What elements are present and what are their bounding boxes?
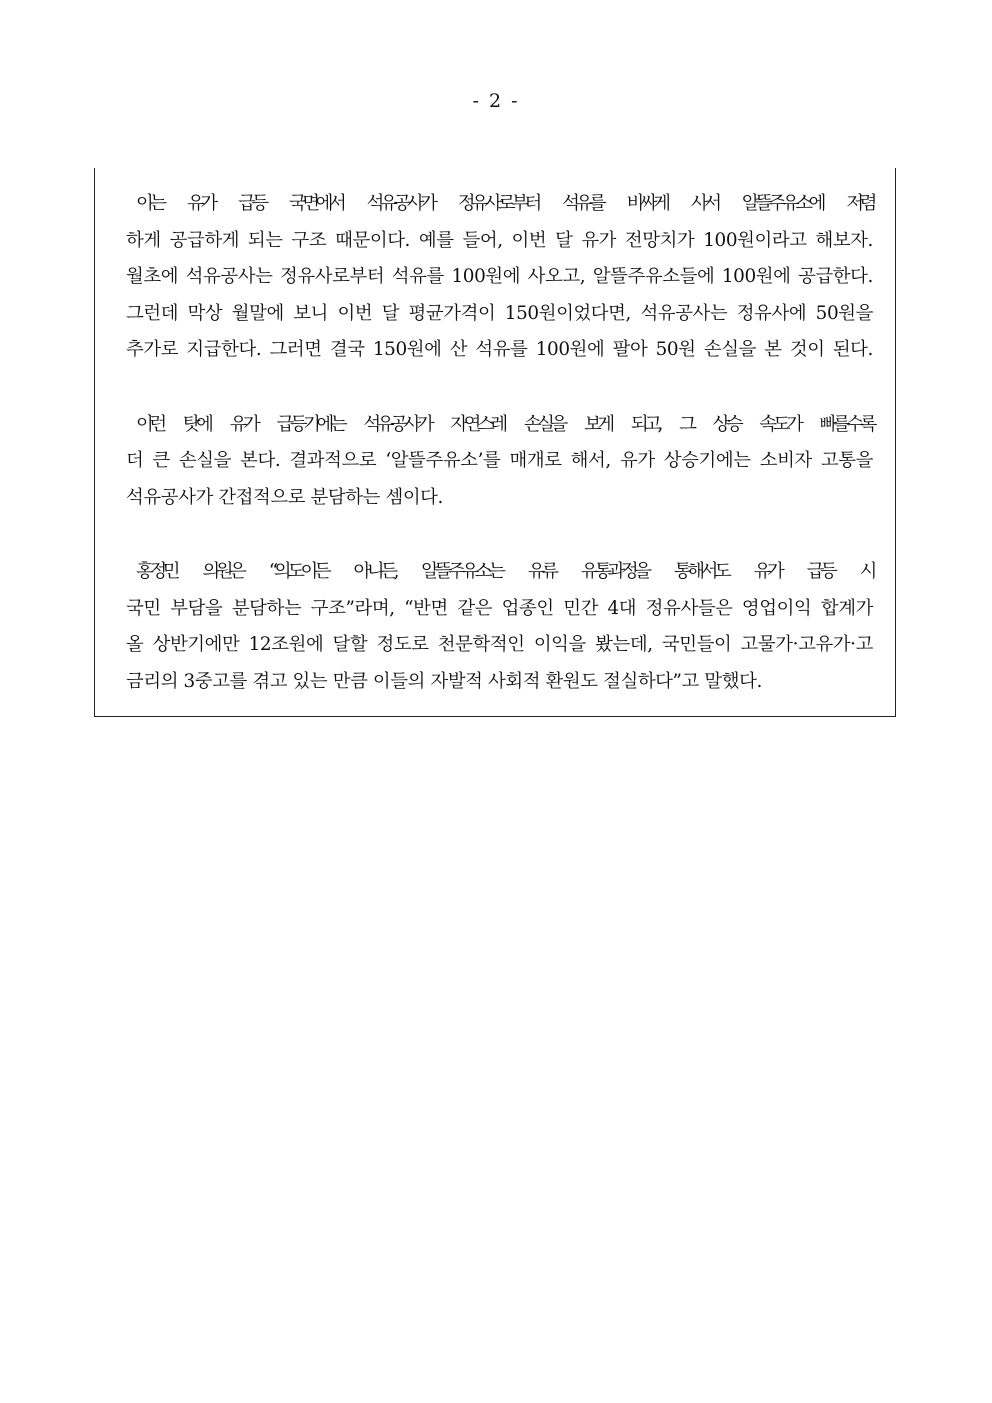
text-line: 국민 부담을 분담하는 구조”라며, “반면 같은 업종인 민간 4대 정유사들은 영업이익 합계가: [126, 597, 873, 619]
text-line: 추가로 지급한다. 그러면 결국 150원에 산 석유를 100원에 팔아 50원 손실을 본 것이 된다.: [126, 339, 873, 360]
text-line: 이는 유가 급등 국면에서 석유공사가 정유사로부터 석유를 비싸게 사서 알뜰주유소에 저렴: [136, 193, 873, 214]
text-line: 월초에 석유공사는 정유사로부터 석유를 100원에 사오고, 알뜰주유소들에 100원에 공급한다.: [126, 266, 873, 287]
text-line: 금리의 3중고를 겪고 있는 만큼 이들의 자발적 사회적 환원도 절실하다”고 말했다.: [126, 670, 762, 692]
text-box: [94, 168, 896, 717]
text-line: 하게 공급하게 되는 구조 때문이다. 예를 들어, 이번 달 유가 전망치가 100원이라고 해보자.: [126, 229, 873, 251]
paragraph-loss-sharing: [118, 407, 873, 517]
text-line: 이런 탓에 유가 급등기에는 석유공사가 자연스레 손실을 보게 되고, 그 상승 속도가 빠를수록: [136, 413, 873, 435]
text-line: 홍정민 의원은 “의도이든 아니든, 알뜰주유소는 유류 유통과정을 통해서도 유가 급등 시: [136, 561, 873, 582]
text-line: 그런데 막상 월말에 보니 이번 달 평균가격이 150원이었다면, 석유공사는 정유사에 50원을: [126, 302, 873, 324]
page-number: - 2 -: [472, 90, 520, 112]
text-line: 올 상반기에만 12조원에 달할 정도로 천문학적인 이익을 봤는데, 국민들이 고물가·고유가·고: [126, 634, 873, 655]
text-line: 석유공사가 간접적으로 분담하는 셈이다.: [126, 486, 443, 508]
paragraph-quote: [118, 554, 873, 700]
paragraph-oil-corp-structure: [118, 186, 873, 369]
text-line: 더 큰 손실을 본다. 결과적으로 ‘알뜰주유소’를 매개로 해서, 유가 상승기에는 소비자 고통을: [126, 450, 873, 471]
